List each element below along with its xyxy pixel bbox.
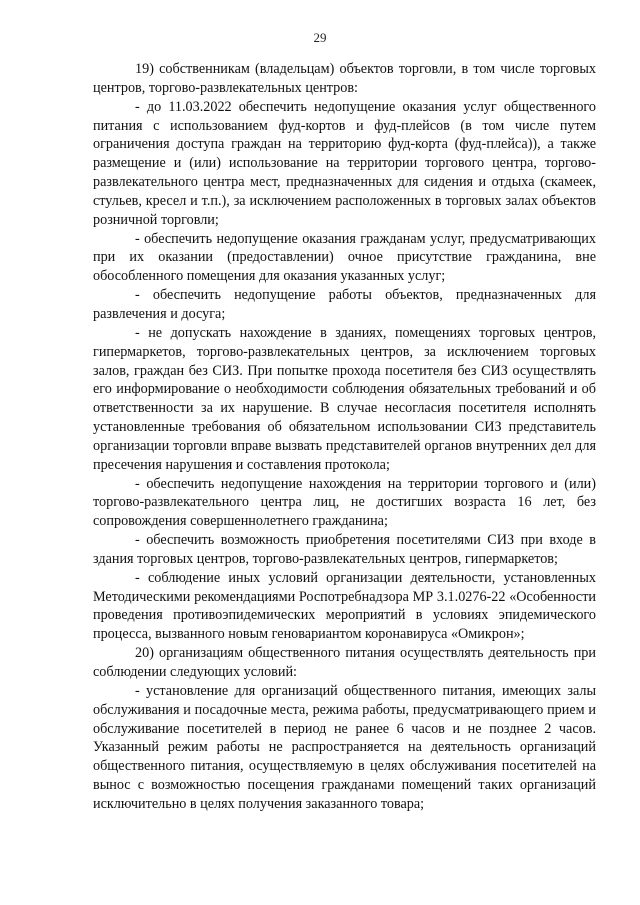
paragraph-19: 19) собственникам (владельцам) объектов торговли, в том числе торговых центров, торгово-развлекательных центров: [93, 61, 596, 96]
paragraph-food-court: - до 11.03.2022 обеспечить недопущение оказания услуг общественного питания с использованием фуд-кортов и фуд-плейсов (в том числе путем ограничения доступа граждан на территорию фуд-корта (фуд-плейса)), а также размещение и (или) использование на территории торгового центра, торгово-развлекательного центра мест, предназначенных для сидения и отдыха (скамеек, стульев, кресел и т.п.), за исключением расположенных в торговых залах объектов розничной торговли; [93, 98, 596, 228]
paragraph-minors: - обеспечить недопущение нахождения на территории торгового и (или) торгово-развлекательного центра лиц, не достигших возраста 16 лет, без сопровождения совершеннолетнего гражданина; [93, 475, 596, 530]
paragraph-siz-purchase: - обеспечить возможность приобретения посетителями СИЗ при входе в здания торговых центров, торгово-развлекательных центров, гипермаркетов; [93, 532, 596, 567]
document-body [93, 60, 596, 814]
page-number: 29 [313, 30, 327, 45]
paragraph-entertainment: - обеспечить недопущение работы объектов, предназначенных для развлечения и досуга; [93, 287, 596, 322]
paragraph-services: - обеспечить недопущение оказания гражданам услуг, предусматривающих при их оказании (предоставлении) очное присутствие гражданина, вне обособленного помещения для оказания указанных услуг; [93, 230, 596, 285]
paragraph-20: 20) организациям общественного питания осуществлять деятельность при соблюдении следующих условий: [93, 645, 596, 680]
paragraph-hours: - установление для организаций общественного питания, имеющих залы обслуживания и посадочные места, режима работы, предусматривающего прием и обслуживание посетителей в период не ранее 6 часов и не позднее 2 часов. Указанный режим работы не распространяется на деятельность организаций общественного питания, осуществляемую в целях обслуживания посетителей на вынос с возможностью посещения гражданами помещений таких организаций исключительно в целях получения заказанного товара; [93, 682, 596, 812]
paragraph-methodical: - соблюдение иных условий организации деятельности, установленных Методическими рекомендациями Роспотребнадзора МР 3.1.0276-22 «Особенности проведения противоэпидемических мероприятий в условиях эпидемического процесса, вызванного новым геновариантом коронавируса «Омикрон»; [93, 569, 596, 643]
paragraph-siz: - не допускать нахождение в зданиях, помещениях торговых центров, гипермаркетов, торгово-развлекательных центров, за исключением торговых залов, граждан без СИЗ. При попытке прохода посетителя без СИЗ осуществлять его информирование о необходимости соблюдения обязательных требований и об ответственности за их нарушение. В случае несогласия посетителя исполнять установленные требования об обязательном использовании СИЗ представитель организации торговли вправе вызвать представителей органов внутренних дел для пресечения нарушения и составления протокола; [93, 324, 596, 473]
